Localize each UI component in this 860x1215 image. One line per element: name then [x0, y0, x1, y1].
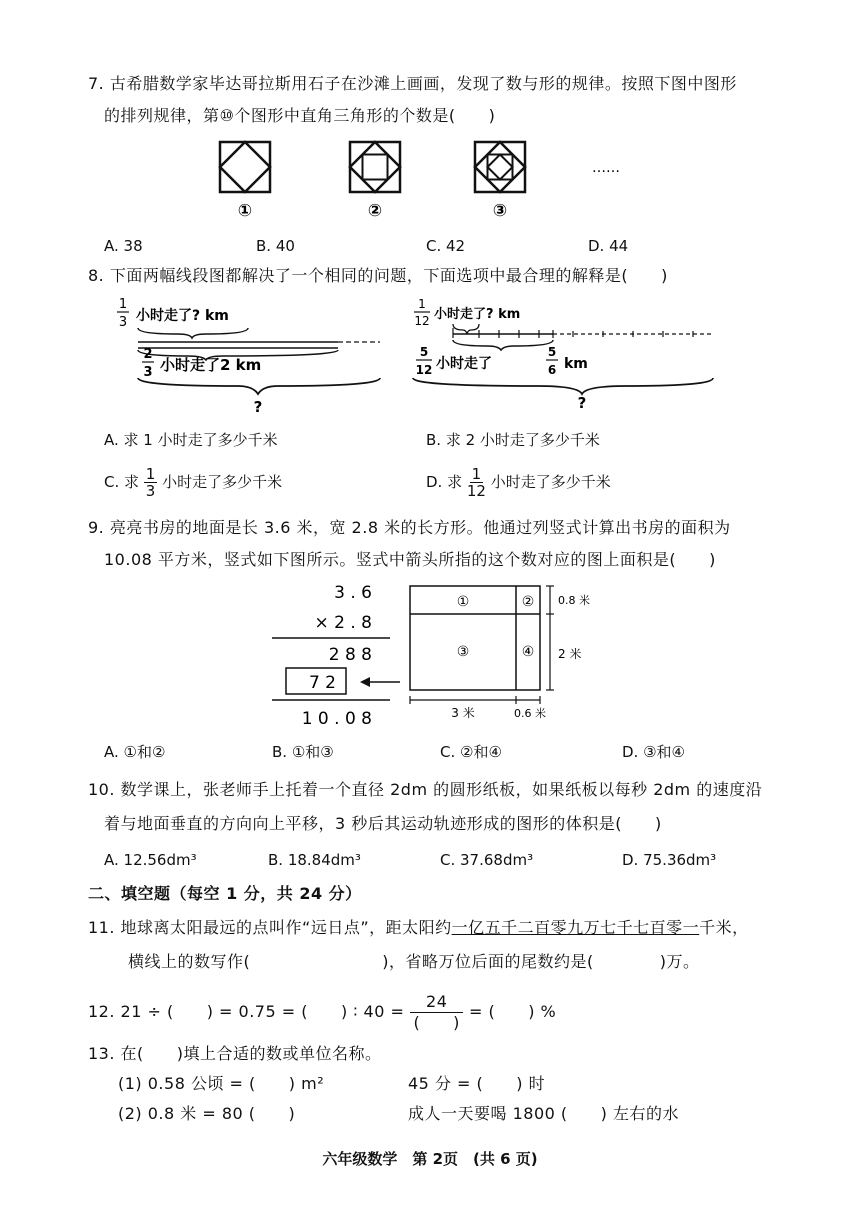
q8-option-b: B. 求 2 小时走了多少千米 [426, 431, 600, 449]
fraction: $\frac{24}{( )}$ [410, 992, 463, 1033]
figure-2 [350, 142, 400, 192]
svg-text:3: 3 [118, 315, 128, 330]
q9-option-d: D. ③和④ [622, 743, 685, 761]
q9-diagram [260, 576, 640, 732]
q13-stem: 13. 在( )填上合适的数或单位名称。 [88, 1044, 382, 1063]
q10-line1: 10. 数学课上，张老师手上托着一个直径 2dm 的圆形纸板，如果纸板以每秒 2dm 的速度沿 [88, 780, 763, 799]
svg-text:?: ? [253, 398, 263, 416]
svg-text:②: ② [521, 594, 535, 610]
svg-text:7 2: 7 2 [308, 673, 336, 693]
svg-text:3: 3 [143, 365, 153, 380]
figure-1 [220, 142, 270, 192]
q12-line: 12. 21 ÷ ( ) = 0.75 = ( ) ∶ 40 = $\frac{24}{( )}$ = ( ) % [88, 992, 557, 1032]
section-2-title: 二、填空题（每空 1 分，共 24 分） [88, 884, 362, 903]
svg-text:× 2 . 8: × 2 . 8 [314, 613, 372, 633]
svg-text:2 米: 2 米 [558, 647, 582, 661]
q9-option-a: A. ①和② [104, 743, 166, 761]
svg-text:6: 6 [547, 363, 557, 377]
q8-option-a: A. 求 1 小时走了多少千米 [104, 431, 278, 449]
svg-text:小时走了: 小时走了 [436, 356, 492, 372]
q8-option-c: C. 求 $\frac{1}{3}$ 小时走了多少千米 [104, 465, 283, 500]
q7-option-d: D. 44 [588, 237, 629, 255]
svg-text:12: 12 [414, 314, 430, 328]
q10-option-a: A. 12.56dm³ [104, 851, 197, 869]
q7-option-b: B. 40 [256, 237, 295, 255]
svg-text:1 0 . 0 8: 1 0 . 0 8 [301, 709, 372, 729]
figure-3 [475, 142, 525, 192]
svg-text:①: ① [456, 594, 470, 610]
q7-option-c: C. 42 [426, 237, 466, 255]
figure-label-2: ② [367, 201, 383, 221]
q9-line2: 10.08 平方米，竖式如下图所示。竖式中箭头所指的这个数对应的图上面积是( ) [104, 550, 716, 569]
q10-option-b: B. 18.84dm³ [268, 851, 361, 869]
q13-row2-right: 成人一天要喝 1800 ( ) 左右的水 [408, 1104, 679, 1123]
q8-right-diagram [413, 297, 713, 412]
q9-line1: 9. 亮亮书房的地面是长 3.6 米，宽 2.8 米的长方形。他通过列竖式计算出书房的面积为 [88, 518, 731, 537]
svg-text:0.8 米: 0.8 米 [558, 594, 590, 607]
q9-option-b: B. ①和③ [272, 743, 334, 761]
q10-line2: 着与地面垂直的方向向上平移，3 秒后其运动轨迹形成的图形的体积是( ) [104, 814, 662, 833]
q10-option-c: C. 37.68dm³ [440, 851, 534, 869]
svg-text:1: 1 [418, 297, 426, 311]
q7-line1: 7. 古希腊数学家毕达哥拉斯用石子在沙滩上画画，发现了数与形的规律。按照下图中图形 [88, 74, 737, 93]
q13-row1-left: (1) 0.58 公顷 = ( ) m² [118, 1074, 325, 1093]
q9-area-diagram [410, 586, 590, 720]
figure-ellipsis: …… [592, 160, 620, 176]
svg-text:小时走了? km: 小时走了? km [136, 308, 229, 324]
svg-text:5: 5 [547, 345, 557, 359]
q7-line2: 的排列规律，第⑩个图形中直角三角形的个数是( ) [104, 106, 496, 125]
q11-line1: 11. 地球离太阳最远的点叫作“远日点”，距太阳约一亿五千二百零九万七千七百零一千米， [88, 918, 749, 937]
page-footer: 六年级数学 第 2页 (共 6 页) [322, 1150, 538, 1168]
svg-text:④: ④ [521, 644, 535, 660]
q10-option-d: D. 75.36dm³ [622, 851, 717, 869]
figure-label-3: ③ [492, 201, 508, 221]
q8-option-d: D. 求 $\frac{1}{12}$ 小时走了多少千米 [426, 465, 611, 500]
svg-text:小时走了2 km: 小时走了2 km [160, 356, 262, 374]
svg-text:km: km [564, 356, 588, 372]
figure-label-1: ① [237, 201, 253, 221]
q9-vertical-calc [272, 583, 400, 729]
svg-text:0.6 米: 0.6 米 [514, 707, 546, 720]
q11-line2: 横线上的数写作( )，省略万位后面的尾数约是( )万。 [128, 952, 700, 971]
svg-text:?: ? [577, 394, 587, 412]
svg-text:3 . 6: 3 . 6 [334, 583, 372, 603]
q7-figures [200, 138, 640, 228]
q9-option-c: C. ②和④ [440, 743, 502, 761]
q13-row2-left: (2) 0.8 米 = 80 ( ) [118, 1104, 296, 1123]
q8-diagrams [108, 290, 728, 420]
fraction: $\frac{1}{12}$ [466, 465, 486, 500]
q13-row1-right: 45 分 = ( ) 时 [408, 1074, 546, 1093]
svg-text:3 米: 3 米 [451, 706, 475, 720]
svg-text:1: 1 [118, 297, 128, 312]
fraction: $\frac{1}{3}$ [145, 465, 156, 500]
underlined-number-words: 一亿五千二百零九万七千七百零一 [451, 918, 700, 937]
svg-text:小时走了? km: 小时走了? km [434, 307, 521, 322]
svg-text:2: 2 [143, 347, 153, 362]
q8-left-diagram [117, 297, 380, 416]
svg-text:③: ③ [456, 644, 470, 660]
svg-text:5: 5 [419, 345, 429, 359]
q7-option-a: A. 38 [104, 237, 143, 255]
q8-stem: 8. 下面两幅线段图都解决了一个相同的问题，下面选项中最合理的解释是( ) [88, 266, 668, 285]
svg-text:12: 12 [415, 363, 433, 377]
svg-text:2 8 8: 2 8 8 [328, 645, 372, 665]
